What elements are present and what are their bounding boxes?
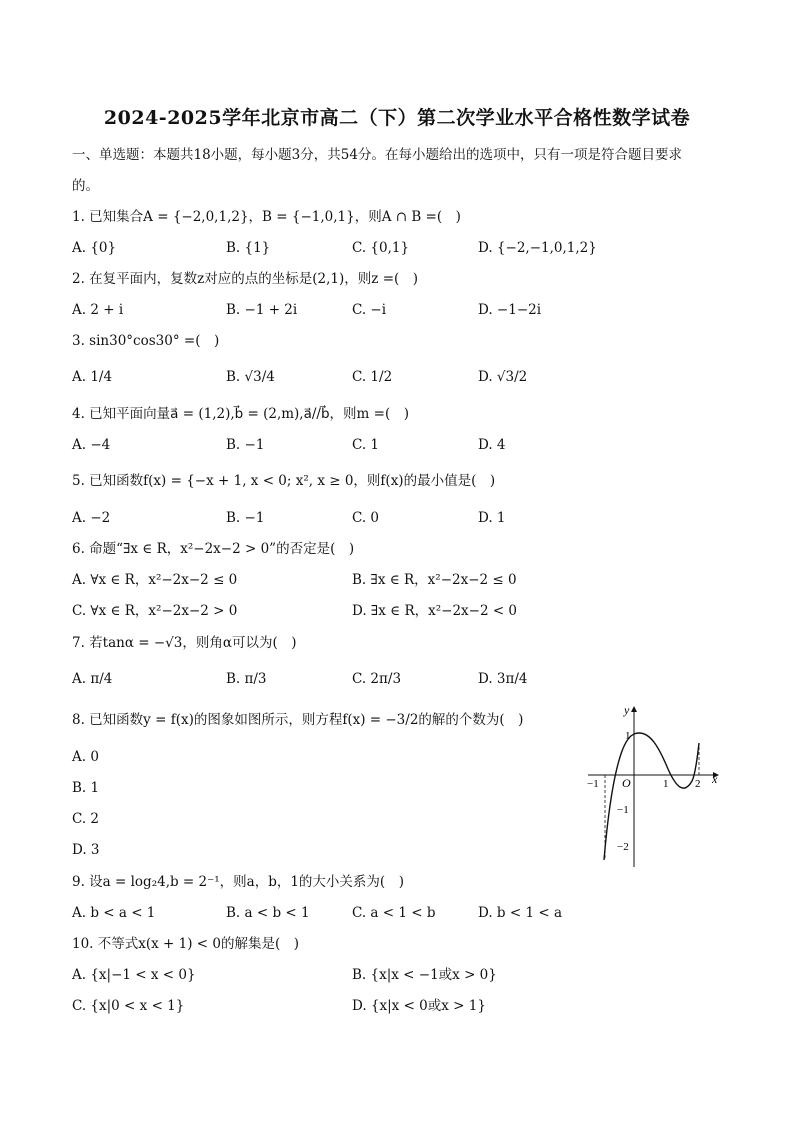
function-graph bbox=[584, 703, 724, 869]
q1-option-c: C. {0,1} bbox=[352, 240, 410, 256]
question-7-stem: 7. 若tanα = −√3，则角α可以为( ) bbox=[72, 635, 297, 651]
q7-option-d: D. 3π/4 bbox=[478, 671, 528, 687]
x-tick-1: 1 bbox=[663, 778, 669, 790]
y-tick-neg2: −2 bbox=[617, 841, 629, 853]
q8-option-b: B. 1 bbox=[72, 780, 100, 796]
q6-option-b: B. ∃x ∈ R，x²−2x−2 ≤ 0 bbox=[352, 572, 517, 588]
question-1-stem: 1. 已知集合A = {−2,0,1,2}，B = {−1,0,1}，则A ∩ B =( ) bbox=[72, 209, 461, 225]
q10-option-b: B. {x|x < −1或x > 0} bbox=[352, 967, 497, 983]
q9-option-d: D. b < 1 < a bbox=[478, 905, 562, 921]
origin-label: O bbox=[622, 776, 631, 790]
x-axis-label: x bbox=[712, 772, 718, 786]
q1-option-b: B. {1} bbox=[226, 240, 271, 256]
q3-option-d: D. √3/2 bbox=[478, 369, 528, 385]
q5-option-c: C. 0 bbox=[352, 510, 380, 526]
y-tick-neg1: −1 bbox=[617, 804, 629, 816]
q8-option-a: A. 0 bbox=[72, 749, 99, 765]
q7-option-a: A. π/4 bbox=[72, 671, 113, 687]
y-tick-1: 1 bbox=[625, 730, 631, 742]
question-9-stem: 9. 设a = log₂4,b = 2⁻¹，则a，b，1的大小关系为( ) bbox=[72, 874, 404, 890]
q3-option-c: C. 1/2 bbox=[352, 369, 393, 385]
question-3-stem: 3. sin30°cos30° =( ) bbox=[72, 333, 220, 349]
q9-option-a: A. b < a < 1 bbox=[72, 905, 156, 921]
q6-option-a: A. ∀x ∈ R，x²−2x−2 ≤ 0 bbox=[72, 572, 238, 588]
q3-option-a: A. 1/4 bbox=[72, 369, 113, 385]
q2-option-d: D. −1−2i bbox=[478, 302, 542, 318]
section-heading: 一、单选题：本题共18小题，每小题3分，共54分。在每小题给出的选项中，只有一项是符合题目要求 bbox=[72, 147, 682, 163]
q4-option-d: D. 4 bbox=[478, 437, 506, 453]
question-5-stem: 5. 已知函数f(x) = {−x + 1, x < 0; x², x ≥ 0，则f(x)的最小值是( ) bbox=[72, 473, 496, 489]
q9-option-b: B. a < b < 1 bbox=[226, 905, 310, 921]
q4-option-c: C. 1 bbox=[352, 437, 380, 453]
y-axis-label: y bbox=[624, 703, 630, 717]
q2-option-a: A. 2 + i bbox=[72, 302, 124, 318]
question-10-stem: 10. 不等式x(x + 1) < 0的解集是( ) bbox=[72, 936, 300, 952]
q3-option-b: B. √3/4 bbox=[226, 369, 275, 385]
x-tick-neg1: −1 bbox=[587, 778, 599, 790]
q6-option-d: D. ∃x ∈ R，x²−2x−2 < 0 bbox=[352, 603, 518, 619]
q8-option-c: C. 2 bbox=[72, 811, 100, 827]
question-6-stem: 6. 命题“∃x ∈ R，x²−2x−2 > 0”的否定是( ) bbox=[72, 541, 355, 557]
q2-option-b: B. −1 + 2i bbox=[226, 302, 298, 318]
q9-option-c: C. a < 1 < b bbox=[352, 905, 436, 921]
question-8-stem: 8. 已知函数y = f(x)的图象如图所示，则方程f(x) = −3/2的解的个数为( ) bbox=[72, 712, 524, 728]
q1-option-d: D. {−2,−1,0,1,2} bbox=[478, 240, 597, 256]
q4-option-a: A. −4 bbox=[72, 437, 111, 453]
q5-option-d: D. 1 bbox=[478, 510, 506, 526]
q6-option-c: C. ∀x ∈ R，x²−2x−2 > 0 bbox=[72, 603, 238, 619]
q10-option-c: C. {x|0 < x < 1} bbox=[72, 998, 185, 1014]
question-4-stem: 4. 已知平面向量a⃗ = (1,2),b⃗ = (2,m),a⃗//b⃗，则m =( ) bbox=[72, 406, 409, 422]
q4-option-b: B. −1 bbox=[226, 437, 265, 453]
q8-option-d: D. 3 bbox=[72, 842, 100, 858]
q7-option-b: B. π/3 bbox=[226, 671, 267, 687]
q10-option-a: A. {x|−1 < x < 0} bbox=[72, 967, 196, 983]
x-tick-2: 2 bbox=[695, 778, 701, 790]
q5-option-a: A. −2 bbox=[72, 510, 111, 526]
q7-option-c: C. 2π/3 bbox=[352, 671, 402, 687]
q5-option-b: B. −1 bbox=[226, 510, 265, 526]
section-heading-cont: 的。 bbox=[72, 178, 99, 194]
page-title: 2024-2025学年北京市高二（下）第二次学业水平合格性数学试卷 bbox=[103, 107, 691, 129]
q10-option-d: D. {x|x < 0或x > 1} bbox=[352, 998, 486, 1014]
question-2-stem: 2. 在复平面内，复数z对应的点的坐标是(2,1)，则z =( ) bbox=[72, 271, 419, 287]
q1-option-a: A. {0} bbox=[72, 240, 117, 256]
q2-option-c: C. −i bbox=[352, 302, 387, 318]
